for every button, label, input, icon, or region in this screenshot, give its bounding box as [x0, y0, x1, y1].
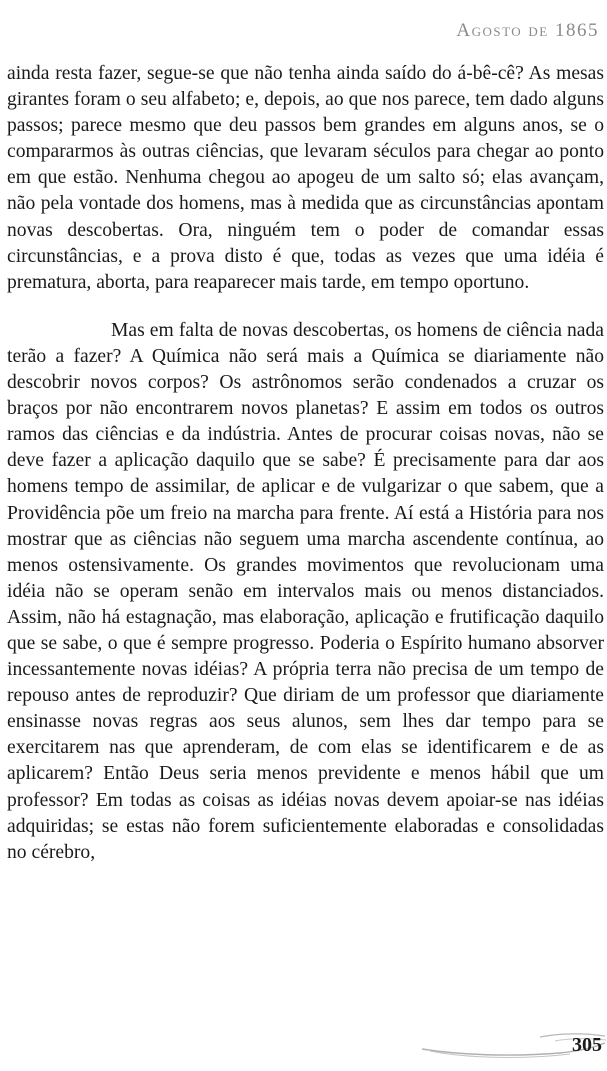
- paragraph-1: ainda resta fazer, segue-se que não tenha ainda saído do á-bê-cê? As mesas girantes foram o seu alfabeto; e, depois, ao que nos parece, tem dado alguns passos; parece mesmo que deu passos bem grandes em alguns anos, se o compararmos às outras ciências, que levaram séculos para chegar ao ponto em que estão. Nenhuma chegou ao apogeu de um salto só; elas avançam, não pela vontade dos homens, mas à medida que as circunstâncias apontam novas descobertas. Ora, ninguém tem o poder de comandar essas circunstâncias, e a prova disto é que, todas as vezes que uma idéia é prematura, aborta, para reaparecer mais tarde, em tempo oportuno.: [7, 63, 604, 293]
- page-number: 305: [572, 1034, 602, 1056]
- body-text: [7, 61, 604, 866]
- paragraph-2: Mas em falta de novas descobertas, os homens de ciência nada terão a fazer? A Química não será mais a Química se diariamente não descobrir novos corpos? Os astrônomos serão condenados a cruzar os braços por não encontrarem novos planetas? E assim em todos os outros ramos das ciências e da indústria. Antes de procurar coisas novas, não se deve fazer a aplicação daquilo que se sabe? É precisamente para dar aos homens tempo de assimilar, de aplicar e de vulgarizar o que sabem, que a Providência põe um freio na marcha para frente. Aí está a História para nos mostrar que as ciências não seguem uma marcha ascendente contínua, ao menos ostensivamente. Os grandes movimentos que revolucionam uma idéia não se operam senão em intervalos mais ou menos distanciados. Assim, não há estagnação, mas elaboração, aplicação e frutificação daquilo que se sabe, o que é sempre progresso. Poderia o Espírito humano absorver incessantemente novas idéias? A própria terra não precisa de um tempo de repouso antes de reproduzir? Que diriam de um professor que diariamente ensinasse novas regras aos seus alunos, sem lhes dar tempo para se exercitarem nas que aprenderam, de com elas se identificarem e de as aplicarem? Então Deus seria menos previdente e menos hábil que um professor? Em todas as coisas as idéias novas devem apoiar-se nas idéias adquiridas; se estas não forem suficientemente elaboradas e consolidadas no cérebro,: [7, 319, 604, 863]
- running-header: Agosto de 1865: [456, 20, 599, 41]
